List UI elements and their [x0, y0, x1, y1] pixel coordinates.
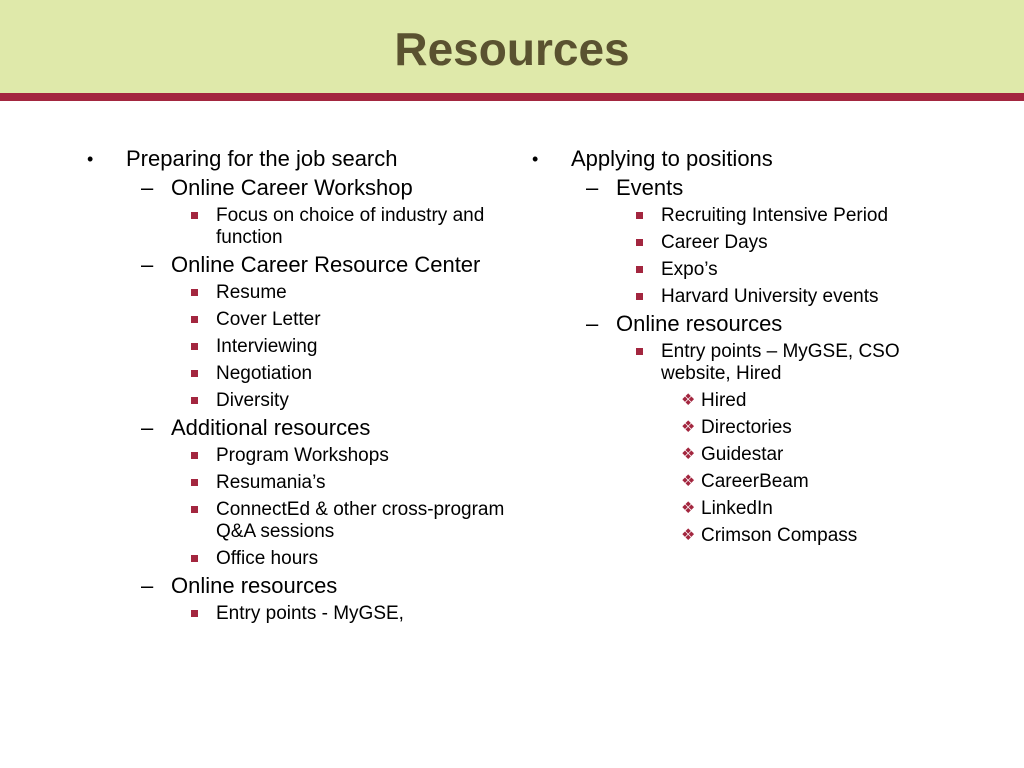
item-text: Program Workshops — [216, 445, 389, 466]
square-bullet-icon — [636, 293, 643, 300]
dash-icon: – — [586, 175, 599, 200]
item-text: Harvard University events — [661, 286, 879, 307]
dash-icon: – — [141, 415, 154, 440]
square-bullet-icon — [636, 266, 643, 273]
list-item — [171, 309, 505, 331]
right-group-1 — [571, 312, 970, 547]
square-bullet-icon — [191, 506, 198, 513]
list-item — [616, 232, 970, 254]
item-text: Directories — [701, 417, 792, 438]
list-item — [661, 444, 970, 466]
diamond-bullet-icon: ❖ — [681, 500, 696, 517]
title-divider — [0, 93, 1024, 101]
item-text: Crimson Compass — [701, 525, 858, 546]
item-text: Entry points - MyGSE, — [216, 603, 404, 624]
group-label: Events — [616, 175, 684, 200]
list-item — [171, 205, 505, 249]
list-item — [616, 286, 970, 308]
group-label: Additional resources — [171, 415, 371, 440]
dash-icon: – — [141, 252, 154, 277]
item-text: Guidestar — [701, 444, 784, 465]
dash-icon: – — [141, 573, 154, 598]
item-text: Entry points – MyGSE, CSO website, Hired — [661, 341, 900, 384]
group-label: Online resources — [616, 311, 783, 336]
list-item — [171, 336, 505, 358]
list-item — [616, 205, 970, 227]
group-items — [616, 205, 970, 308]
square-bullet-icon — [191, 452, 198, 459]
item-text: Cover Letter — [216, 309, 321, 330]
item-text: ConnectEd & other cross-program Q&A sessions — [216, 499, 505, 542]
item-text: Hired — [701, 390, 747, 411]
square-bullet-icon — [191, 370, 198, 377]
list-item — [171, 548, 505, 570]
square-bullet-icon — [191, 343, 198, 350]
bullet-dot-icon: • — [532, 149, 539, 169]
list-item — [661, 525, 970, 547]
square-bullet-icon — [191, 316, 198, 323]
list-item — [171, 499, 505, 543]
diamond-bullet-icon: ❖ — [681, 392, 696, 409]
item-text: Diversity — [216, 390, 289, 411]
list-item — [616, 259, 970, 281]
item-text: Recruiting Intensive Period — [661, 205, 889, 226]
right-column — [530, 146, 970, 550]
group-label: Online Career Workshop — [171, 175, 413, 200]
square-bullet-icon — [636, 239, 643, 246]
item-text: Focus on choice of industry and function — [216, 205, 485, 248]
list-item — [171, 390, 505, 412]
dash-icon: – — [586, 311, 599, 336]
list-item — [171, 472, 505, 494]
group-label: Online Career Resource Center — [171, 252, 481, 277]
diamond-bullet-icon: ❖ — [681, 527, 696, 544]
dash-icon: – — [141, 175, 154, 200]
item-text: LinkedIn — [701, 498, 773, 519]
list-item — [171, 363, 505, 385]
item-text: CareerBeam — [701, 471, 809, 492]
left-group-2 — [126, 416, 505, 570]
list-item — [661, 471, 970, 493]
diamond-bullet-icon: ❖ — [681, 446, 696, 463]
list-item — [661, 417, 970, 439]
slide-title: Resources — [394, 23, 630, 75]
list-item — [171, 603, 505, 625]
square-bullet-icon — [191, 555, 198, 562]
square-bullet-icon — [191, 610, 198, 617]
group-items — [171, 282, 505, 412]
list-item — [616, 341, 970, 547]
left-group-0 — [126, 176, 505, 249]
diamond-list — [661, 390, 970, 547]
list-item — [661, 390, 970, 412]
square-bullet-icon — [636, 348, 643, 355]
square-bullet-icon — [636, 212, 643, 219]
list-item — [661, 498, 970, 520]
list-item — [171, 445, 505, 467]
left-heading: Preparing for the job search — [126, 146, 398, 171]
left-column — [85, 146, 505, 628]
group-label: Online resources — [171, 573, 338, 598]
diamond-bullet-icon: ❖ — [681, 473, 696, 490]
right-group-0 — [571, 176, 970, 308]
square-bullet-icon — [191, 397, 198, 404]
left-group-3 — [126, 574, 505, 625]
item-text: Interviewing — [216, 336, 318, 357]
square-bullet-icon — [191, 212, 198, 219]
item-text: Negotiation — [216, 363, 313, 384]
group-items — [171, 603, 505, 625]
item-text: Resumania’s — [216, 472, 326, 493]
group-items — [171, 205, 505, 249]
square-bullet-icon — [191, 289, 198, 296]
item-text: Expo’s — [661, 259, 718, 280]
item-text: Office hours — [216, 548, 319, 569]
right-heading-item — [530, 146, 970, 547]
left-heading-item — [85, 146, 505, 625]
right-heading: Applying to positions — [571, 146, 773, 171]
group-items — [171, 445, 505, 570]
bullet-dot-icon: • — [87, 149, 94, 169]
diamond-bullet-icon: ❖ — [681, 419, 696, 436]
list-item — [171, 282, 505, 304]
right-groups — [571, 176, 970, 547]
item-text: Resume — [216, 282, 287, 303]
item-text: Career Days — [661, 232, 768, 253]
left-group-1 — [126, 253, 505, 412]
group-items — [616, 341, 970, 547]
left-groups — [126, 176, 505, 625]
square-bullet-icon — [191, 479, 198, 486]
